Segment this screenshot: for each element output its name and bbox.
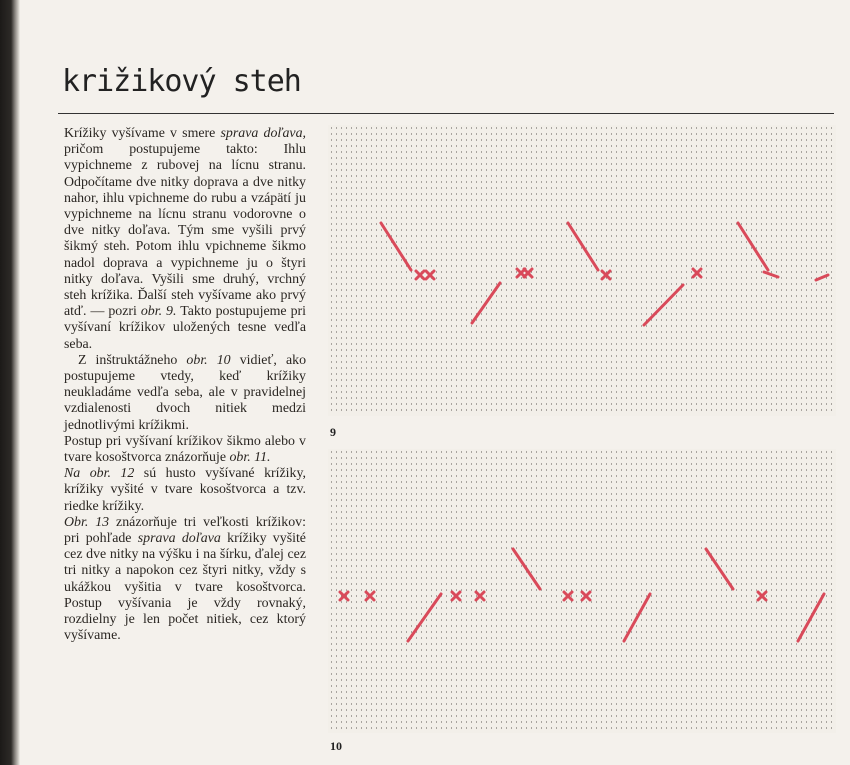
figure-9-number: 9 <box>330 425 336 439</box>
text-run: Z inštruktážneho <box>78 352 187 368</box>
title-rule <box>58 113 834 114</box>
body-text <box>64 126 306 645</box>
italic-run: obr. 11. <box>229 450 271 466</box>
body-paragraph <box>64 515 306 645</box>
page-title: križikový steh <box>62 64 301 99</box>
italic-run: obr. 10 <box>186 352 231 368</box>
figure-9-diagram <box>328 125 836 416</box>
italic-run: sprava doľava, <box>220 126 307 141</box>
text-run: Takto postupujeme pri vyšívaní krížikov uložených tesne vedľa seba. <box>64 304 306 352</box>
fabric-background <box>328 125 836 416</box>
figure-10-number: 10 <box>330 739 342 753</box>
text-run: Postup pri vyšívaní krížikov šikmo alebo v tvare kosoštvorca znázorňuje <box>64 433 306 466</box>
text-run: pričom postupujeme takto: Ihlu vypichneme z rubovej na lícnu stranu. Odpočítame dve nitky doprava a dve nitky nahor, ihlu vpichneme do rubu a vzápätí ju vypichneme na lícnu stranu vodorovne o dve nitky doľava. Tým sme vyšili prvý šikmý steh. Potom ihlu vpichneme šikmo nadol doprava a vypichneme ju o štyri nitky doľava. Vyšili sme druhý, vrchný steh krížika. Ďalší steh vyšívame ako prvý atď. — pozri <box>64 142 306 320</box>
body-paragraph <box>64 434 306 466</box>
body-paragraph <box>64 466 306 515</box>
book-spine-shadow <box>0 0 20 765</box>
text-run: Krížiky vyšívame v smere <box>64 126 221 141</box>
italic-run: Obr. 13 <box>64 514 110 530</box>
body-paragraph <box>64 126 306 353</box>
text-run: znázorňuje tri veľkosti krížikov: pri pohľade <box>64 514 306 547</box>
body-paragraph <box>64 353 306 434</box>
italic-run: sprava doľava <box>137 531 221 547</box>
italic-run: Na obr. 12 <box>64 466 135 482</box>
text-run: sú husto vyšívané krížiky, krížiky vyšité v tvare kosoštvorca a tzv. riedke krížiky. <box>64 466 306 514</box>
italic-run: obr. 9. <box>140 304 177 320</box>
text-run: vidieť, ako postupujeme vtedy, keď krížiky neukladáme vedľa seba, ale v pravidelnej vzdialenosti dvoch nitiek medzi jednotlivými krížikmi. <box>64 352 307 433</box>
figure-10-diagram <box>328 449 836 733</box>
text-run: krížiky vyšité cez dve nitky na výšku i na šírku, ďalej cez tri nitky a napokon cez štyri nitky, vždy s ukážkou vyšitia v tvare kosoštvorca. Postup vyšívania je vždy rovnaký, rozdielny je len počet nitiek, cez ktorý vyšívame. <box>64 531 306 644</box>
